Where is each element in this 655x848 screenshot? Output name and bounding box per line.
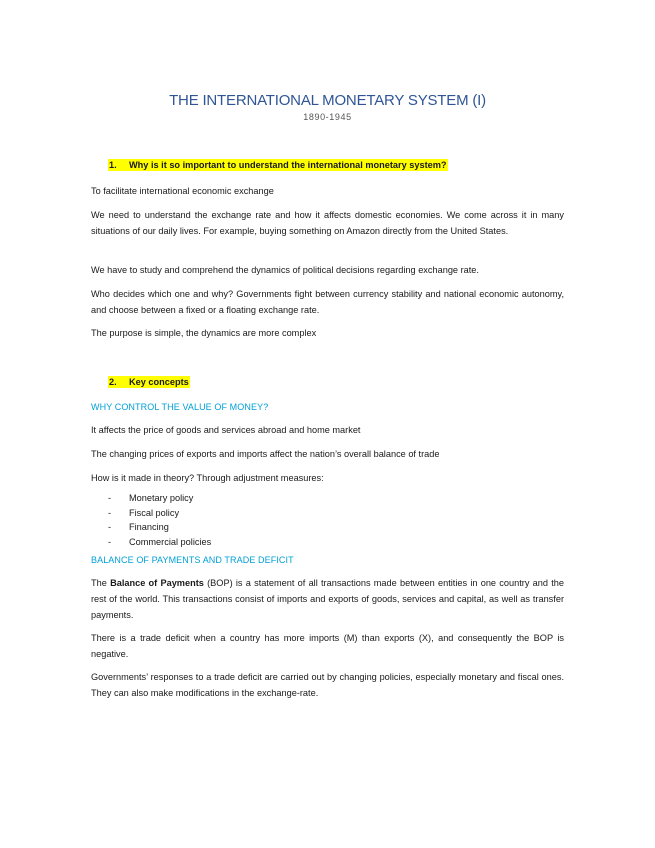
paragraph: We have to study and comprehend the dynamics of political decisions regarding exchange rate. [91,265,479,275]
paragraph: To facilitate international economic exchange [91,186,274,196]
section-1-heading [108,159,448,172]
bop-term: Balance of Payments [110,578,204,588]
paragraph: There is a trade deficit when a country has more imports (M) than exports (X), and consequently the BOP is negative. [91,633,564,659]
paragraph: Governments’ responses to a trade deficit are carried out by changing policies, especially monetary and fiscal ones. They can also make modifications in the exchange-rate. [91,672,564,698]
adjustment-measures-list [108,491,211,549]
paragraph: It affects the price of goods and services abroad and home market [91,425,361,435]
paragraph: The purpose is simple, the dynamics are more complex [91,328,317,338]
document-title: THE INTERNATIONAL MONETARY SYSTEM (I) [169,92,486,109]
section-2-heading [108,376,190,389]
paragraph: How is it made in theory? Through adjustment measures: [91,473,324,483]
paragraph: Who decides which one and why? Governments fight between currency stability and national economic autonomy, and choose between a fixed or a floating exchange rate. [91,289,564,315]
section-1-number: 1. [109,160,117,170]
document-subtitle: 1890-1945 [303,112,352,122]
subheading-control-money: WHY CONTROL THE VALUE OF MONEY? [91,402,269,412]
list-item: - Commercial policies [108,536,212,547]
list-item: - Financing [108,522,169,532]
paragraph-bop: The Balance of Payments (BOP) is a statement of all transactions made between entities in one country and the rest of the world. This transactions consist of imports and exports of goods, services and capital, as well as transfer payments. [91,578,564,620]
paragraph: The changing prices of exports and imports affect the nation’s overall balance of trade [91,449,440,459]
section-2-title: Key concepts [129,377,189,387]
list-item: - Monetary policy [108,493,194,503]
subheading-bop: BALANCE OF PAYMENTS AND TRADE DEFICIT [91,555,294,565]
list-item: - Fiscal policy [108,507,180,518]
paragraph: We need to understand the exchange rate and how it affects domestic economies. We come across it in many situations of our daily lives. For example, buying something on Amazon directly from the United States. [91,210,564,236]
section-2-number: 2. [109,377,117,387]
section-1-title: Why is it so important to understand the international monetary system? [129,160,447,170]
